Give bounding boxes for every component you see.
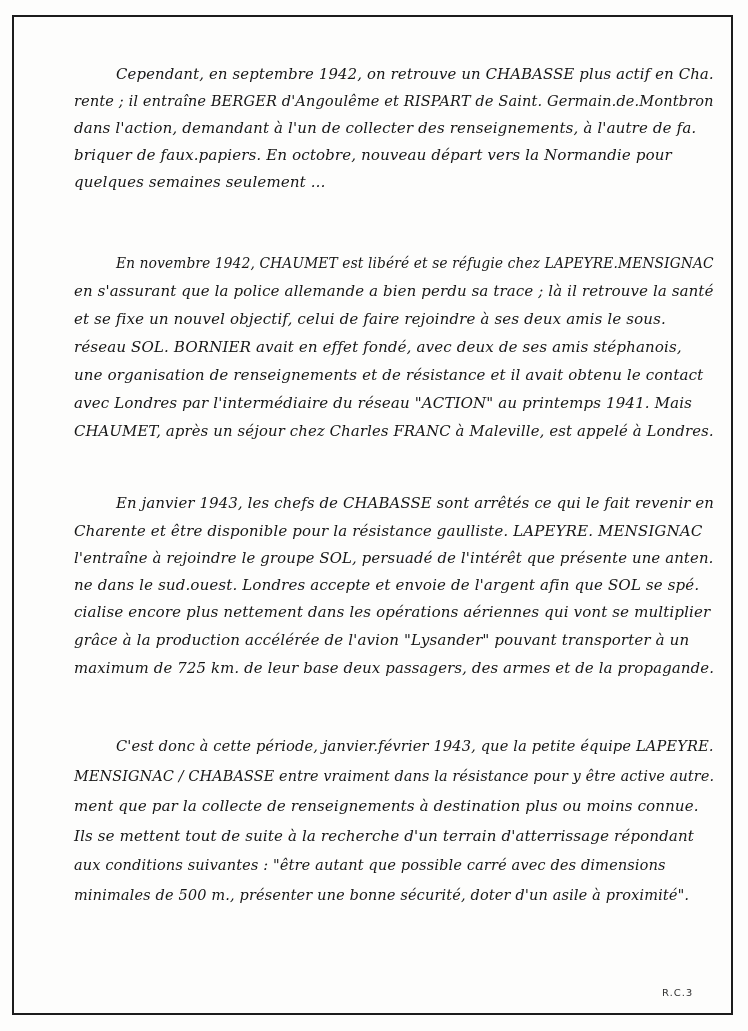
paragraph-line: En janvier 1943, les chefs de CHABASSE sont arrêtés ce qui le fait revenir en: [116, 494, 714, 512]
paragraph-line: briquer de faux.papiers. En octobre, nouveau départ vers la Normandie pour: [74, 146, 672, 164]
paragraph-line: rente ; il entraîne BERGER d'Angoulême et RISPART de Saint. Germain.de.Montbron: [74, 92, 714, 110]
paragraph-line: ment que par la collecte de renseignements à destination plus ou moins connue.: [74, 797, 699, 815]
paragraph-line: Cependant, en septembre 1942, on retrouve un CHABASSE plus actif en Cha.: [116, 65, 714, 83]
paragraph-line: maximum de 725 km. de leur base deux passagers, des armes et de la propagande.: [74, 659, 715, 677]
paragraph-line: réseau SOL. BORNIER avait en effet fondé, avec deux de ses amis stéphanois,: [74, 338, 682, 356]
paragraph-line: MENSIGNAC / CHABASSE entre vraiment dans la résistance pour y être active autre.: [74, 767, 715, 785]
paragraph-line: aux conditions suivantes : "être autant que possible carré avec des dimensions: [74, 858, 666, 874]
paragraph-line: cialise encore plus nettement dans les opérations aériennes qui vont se multiplier: [74, 603, 711, 621]
paragraph-line: avec Londres par l'intermédiaire du réseau "ACTION" au printemps 1941. Mais: [74, 394, 693, 412]
paragraph-line: quelques semaines seulement ...: [74, 173, 326, 191]
paragraph-line: C'est donc à cette période, janvier.février 1943, que la petite équipe LAPEYRE.: [116, 737, 714, 755]
paragraph-line: dans l'action, demandant à l'un de collecter des renseignements, à l'autre de fa.: [74, 119, 697, 137]
paragraph-line: Charente et être disponible pour la résistance gaulliste. LAPEYRE. MENSIGNAC: [74, 522, 703, 540]
paragraph-line: une organisation de renseignements et de résistance et il avait obtenu le contact: [74, 366, 704, 384]
paragraph-line: CHAUMET, après un séjour chez Charles FRANC à Maleville, est appelé à Londres.: [74, 422, 714, 440]
paragraph-line: en s'assurant que la police allemande a bien perdu sa trace ; là il retrouve la santé: [74, 282, 714, 300]
paragraph-line: et se fixe un nouvel objectif, celui de faire rejoindre à ses deux amis le sous.: [74, 310, 666, 328]
paragraph-line: l'entraîne à rejoindre le groupe SOL, persuadé de l'intérêt que présente une anten.: [74, 549, 714, 567]
paragraph-line: Ils se mettent tout de suite à la recherche d'un terrain d'atterrissage répondant: [74, 827, 694, 845]
paragraph-line: grâce à la production accélérée de l'avion "Lysander" pouvant transporter à un: [74, 631, 690, 649]
paragraph-line: minimales de 500 m., présenter une bonne sécurité, doter d'un asile à proximité".: [74, 888, 690, 904]
paragraph-line: En novembre 1942, CHAUMET est libéré et se réfugie chez LAPEYRE.MENSIGNAC: [116, 254, 714, 272]
paragraph-line: ne dans le sud.ouest. Londres accepte et envoie de l'argent afin que SOL se spé.: [74, 576, 700, 594]
page-reference-mark: R.C.3: [662, 988, 694, 999]
